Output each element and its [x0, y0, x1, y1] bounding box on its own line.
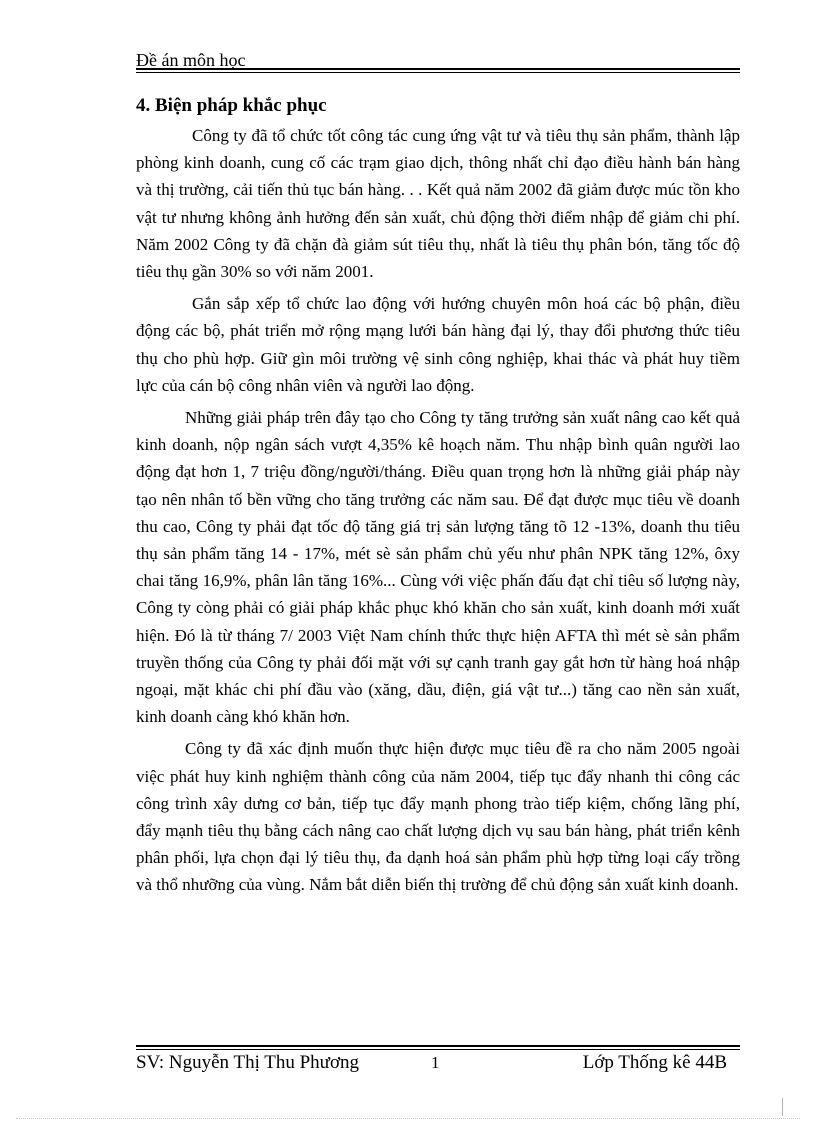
document-body	[136, 92, 740, 904]
footer	[136, 1050, 740, 1076]
footer-class-name: Lớp Thống kê 44B	[582, 1052, 727, 1073]
section-heading: 4. Biện pháp khắc phục	[136, 95, 327, 116]
paragraph-labor-organization: Gắn sắp xếp tổ chức lao động với hướng chuyên môn hoá các bộ phận, điều động các bộ, phát triển mở rộng mạng lưới bán hàng đại lý, thay đổi phương thức tiêu thụ cho phù hợp. Giữ gìn môi trường vệ sinh công nghiệp, khai thác và phát huy tiềm lực của cán bộ công nhân viên và người lao động.	[136, 294, 740, 395]
paragraph-growth-targets: Những giải pháp trên đây tạo cho Công ty tăng trưởng sản xuất nâng cao kết quả kinh doanh, nộp ngân sách vượt 4,35% kê hoạch năm. Thu nhập bình quân người lao động đạt hơn 1, 7 triệu đồng/người/tháng. Điều quan trọng hơn là những giải pháp này tạo nên nhân tố bền vững cho tăng trưởng các năm sau. Để đạt được mục tiêu về doanh thu cao, Công ty phải đạt tốc độ tăng giá trị sản lượng tăng tõ 12 -13%, doanh thu tiêu thụ sản phẩm tăng 14 - 17%, mét sè sản phẩm chủ yếu như phân NPK tăng 12%, ôxy chai tăng 16,9%, phân lân tăng 16%... Cùng với việc phấn đấu đạt chỉ tiêu số lượng này, Công ty còng phải có giải pháp khắc phục khó khăn cho sản xuất, kinh doanh mới xuất hiện. Đó là từ tháng 7/ 2003 Việt Nam chính thức thực hiện AFTA thì mét sè sản phẩm truyền thống của Công ty phải đối mặt với sự cạnh tranh gay gắt hơn từ hàng hoá nhập ngoại, mặt khác chi phí đầu vào (xăng, dầu, điện, giá vật tư...) tăng cao nền sản xuất, kinh doanh càng khó khăn hơn.	[136, 408, 740, 727]
page-number: 1	[431, 1053, 440, 1072]
page-corner-mark	[782, 1098, 783, 1116]
paragraph-supply-and-sales: Công ty đã tổ chức tốt công tác cung ứng vật tư và tiêu thụ sản phẩm, thành lập phòng kinh doanh, cung cố các trạm giao dịch, thông nhất chỉ đạo điều hành bán hàng và thị trường, cải tiến thủ tục bán hàng. . . Kết quả năm 2002 đã giảm được múc tồn kho vật tư nhưng không ảnh hưởng đến sản xuất, chủ động thời điểm nhập để giảm chi phí. Năm 2002 Công ty đã chặn đà giảm sút tiêu thụ, nhất là tiêu thụ phân bón, tăng tốc độ tiêu thụ gần 30% so với năm 2001.	[136, 126, 740, 282]
paragraph-2005-goals: Công ty đã xác định muốn thực hiện được mục tiêu đề ra cho năm 2005 ngoài việc phát huy kinh nghiệm thành công của năm 2004, tiếp tục đẩy nhanh thi công các công trình xây dưng cơ bản, tiếp tục đẩy mạnh phong trào tiếp kiệm, chống lãng phí, đẩy mạnh tiêu thụ bằng cách nâng cao chất lượng dịch vụ sau bán hàng, phát triển kênh phân phối, lựa chọn đại lý tiêu thụ, đa dạnh hoá sản phẩm phù hợp từng loại cấy trồng và thổ nhưỡng của vùng. Nắm bắt diễn biến thị trường để chủ động sản xuất kinh doanh.	[136, 739, 740, 895]
header-title: Đề án môn học	[136, 50, 246, 70]
footer-student-name: SV: Nguyễn Thị Thu Phương	[136, 1052, 360, 1073]
page-edge-dots	[16, 1118, 800, 1119]
header-divider	[136, 68, 740, 73]
